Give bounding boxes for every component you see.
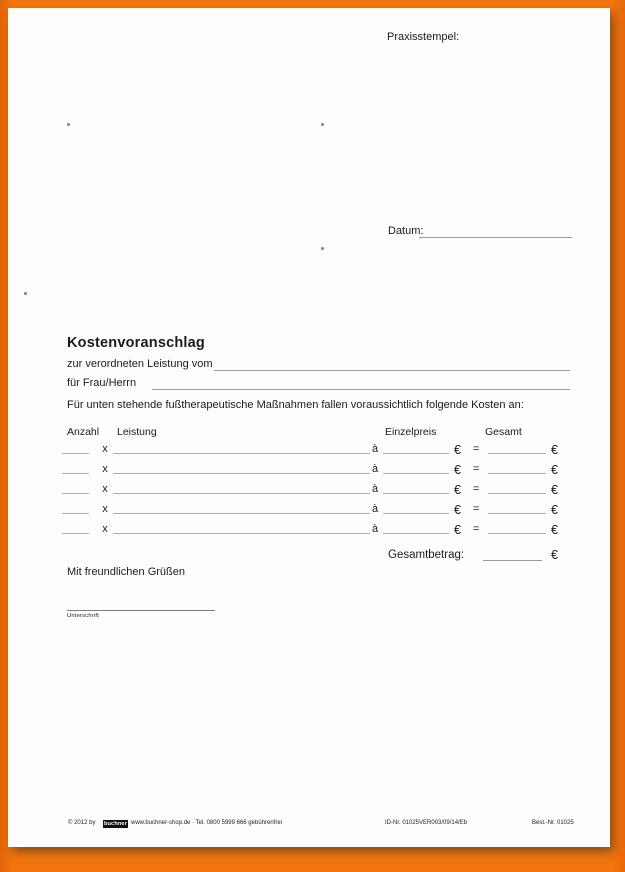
- date-label: Datum:: [388, 225, 424, 237]
- euro-sign: €: [454, 443, 461, 457]
- equals-symbol: =: [473, 503, 480, 515]
- form-title: Kostenvoranschlag: [67, 335, 205, 351]
- euro-sign: €: [551, 463, 558, 477]
- total-label: Gesamtbetrag:: [388, 549, 465, 561]
- footer-id-number: ID-Nr. 01025VER003/09/14/Eb: [385, 820, 468, 826]
- total-blank-line: [488, 513, 546, 514]
- at-symbol: à: [372, 443, 379, 455]
- unit-price-blank-line: [383, 453, 449, 454]
- service-blank-line: [113, 513, 370, 514]
- unit-price-blank-line: [383, 473, 449, 474]
- buchner-logo: buchner: [103, 821, 128, 827]
- cost-rows: [8, 436, 610, 536]
- form-page: [8, 8, 610, 847]
- times-symbol: x: [102, 523, 108, 535]
- euro-sign: €: [551, 503, 558, 517]
- recipient-blank-line: [152, 389, 570, 390]
- equals-symbol: =: [473, 463, 480, 475]
- service-blank-line: [113, 493, 370, 494]
- cost-row: [8, 516, 610, 536]
- intro-text: Für unten stehende fußtherapeutische Maßnahmen fallen voraussichtlich folgende Kosten an:: [67, 399, 524, 411]
- total-blank-line: [483, 560, 542, 561]
- total-blank-line: [488, 453, 546, 454]
- service-blank-line: [113, 533, 370, 534]
- equals-symbol: =: [473, 443, 480, 455]
- euro-sign: €: [454, 483, 461, 497]
- cost-row: [8, 476, 610, 496]
- quantity-blank-line: [62, 473, 89, 474]
- euro-sign: €: [454, 463, 461, 477]
- equals-symbol: =: [473, 483, 480, 495]
- print-mark: [24, 292, 27, 295]
- total-blank-line: [488, 473, 546, 474]
- euro-sign: €: [551, 523, 558, 537]
- signature-label: Unterschrift: [67, 613, 100, 619]
- closing-text: Mit freundlichen Grüßen: [67, 566, 185, 578]
- at-symbol: à: [372, 463, 379, 475]
- euro-sign: €: [551, 483, 558, 497]
- at-symbol: à: [372, 503, 379, 515]
- unit-price-blank-line: [383, 493, 449, 494]
- service-blank-line: [113, 473, 370, 474]
- column-header-einzelpreis: Einzelpreis: [385, 426, 437, 438]
- service-blank-line: [113, 453, 370, 454]
- total-blank-line: [488, 493, 546, 494]
- footer-order-number: Best.-Nr. 01025: [532, 820, 574, 826]
- service-date-blank-line: [214, 370, 570, 371]
- cost-row: [8, 456, 610, 476]
- equals-symbol: =: [473, 523, 480, 535]
- unit-price-blank-line: [383, 513, 449, 514]
- practice-stamp-label: Praxisstempel:: [387, 31, 460, 43]
- times-symbol: x: [102, 443, 108, 455]
- total-blank-line: [488, 533, 546, 534]
- quantity-blank-line: [62, 453, 89, 454]
- column-header-gesamt: Gesamt: [485, 426, 522, 438]
- cost-row: [8, 436, 610, 456]
- print-mark: [321, 123, 324, 126]
- total-euro-sign: €: [551, 548, 558, 562]
- cost-row: [8, 496, 610, 516]
- service-date-label: zur verordneten Leistung vom: [67, 358, 213, 370]
- quantity-blank-line: [62, 493, 89, 494]
- column-header-anzahl: Anzahl: [67, 426, 100, 438]
- footer-copyright: © 2012 by: [68, 820, 96, 826]
- times-symbol: x: [102, 463, 108, 475]
- euro-sign: €: [454, 523, 461, 537]
- recipient-label: für Frau/Herrn: [67, 377, 137, 389]
- signature-line: [67, 610, 215, 611]
- at-symbol: à: [372, 523, 379, 535]
- times-symbol: x: [102, 503, 108, 515]
- column-header-leistung: Leistung: [117, 426, 157, 438]
- quantity-blank-line: [62, 533, 89, 534]
- print-mark: [321, 247, 324, 250]
- footer-contact: www.buchner-shop.de · Tel. 0800 5999 666 gebührenfrei: [131, 820, 282, 826]
- euro-sign: €: [454, 503, 461, 517]
- euro-sign: €: [551, 443, 558, 457]
- unit-price-blank-line: [383, 533, 449, 534]
- print-mark: [67, 123, 70, 126]
- date-blank-line: [419, 237, 572, 238]
- at-symbol: à: [372, 483, 379, 495]
- quantity-blank-line: [62, 513, 89, 514]
- times-symbol: x: [102, 483, 108, 495]
